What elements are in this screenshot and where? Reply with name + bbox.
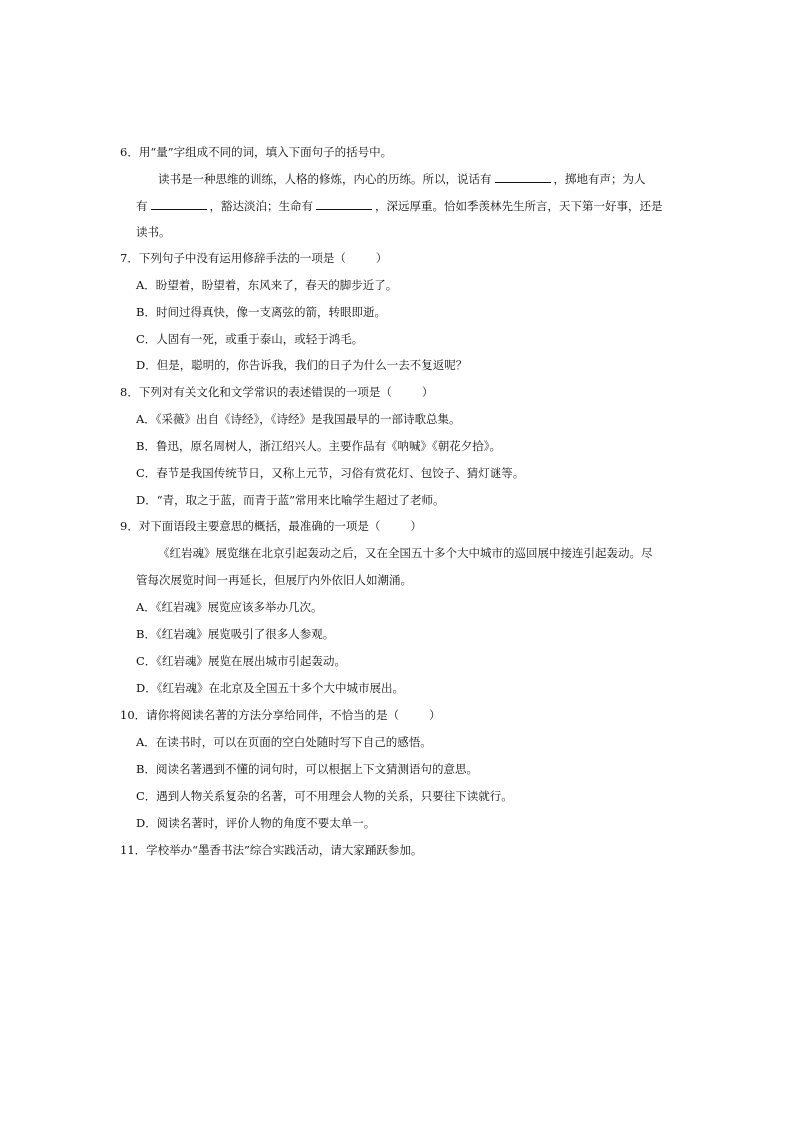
question-11-stem: 11．学校举办“墨香书法”综合实践活动，请大家踊跃参加。 — [120, 843, 423, 857]
question-7-option-c: C．人固有一死，或重于泰山，或轻于鸿毛。 — [136, 332, 364, 346]
question-8-option-b: B．鲁迅，原名周树人，浙江绍兴人。主要作品有《呐喊》《朝花夕拾》。 — [136, 439, 501, 453]
q6-text-2b: ，豁达淡泊；生命有 — [209, 199, 313, 213]
q6-blank-1 — [495, 172, 551, 183]
question-9-option-b: B．《红岩魂》展览吸引了很多人参观。 — [136, 627, 335, 641]
question-10-option-d: D．阅读名著时，评价人物的角度不要太单一。 — [136, 816, 376, 830]
question-6-passage-line-3: 读书。 — [136, 225, 171, 239]
q10-stem-close: ） — [429, 708, 441, 722]
question-8-option-d: D．“青，取之于蓝，而青于蓝”常用来比喻学生超过了老师。 — [136, 493, 445, 507]
question-8-stem — [120, 384, 433, 400]
q6-text-1a: 读书是一种思维的训练，人格的修炼，内心的历练。所以，说话有 — [158, 172, 492, 186]
question-9-option-c: C．《红岩魂》展览在展出城市引起轰动。 — [136, 654, 347, 668]
question-7-option-d: D．但是，聪明的，你告诉我，我们的日子为什么一去不复返呢？ — [136, 358, 468, 372]
question-6-stem: 6．用“量”字组成不同的词，填入下面句子的括号中。 — [120, 145, 393, 159]
question-6-passage-line-1 — [158, 171, 646, 187]
q8-stem-text: 8．下列对有关文化和文学常识的表述错误的一项是（ — [120, 385, 392, 399]
question-7-stem — [120, 250, 387, 266]
q6-text-2c: ，深远厚重。恰如季羡林先生所言，天下第一好事，还是 — [375, 199, 663, 213]
q7-stem-close: ） — [375, 251, 388, 265]
q9-stem-text: 9．对下面语段主要意思的概括，最准确的一项是（ — [120, 519, 381, 533]
question-8-option-c: C．春节是我国传统节日，又称上元节，习俗有赏花灯、包饺子、猜灯谜等。 — [136, 466, 525, 480]
question-9-passage-line-2: 管每次展览时间一再延长，但展厅内外依旧人如潮涌。 — [136, 573, 412, 587]
q9-stem-close: ） — [410, 519, 422, 533]
question-7-option-a: A．盼望着，盼望着，东风来了，春天的脚步近了。 — [136, 278, 398, 292]
q6-blank-3 — [316, 199, 372, 210]
q7-stem-text: 7．下列句子中没有运用修辞手法的一项是（ — [120, 251, 346, 265]
q6-text-1b: ，掷地有声；为人 — [553, 172, 646, 186]
q6-text-2a: 有 — [136, 199, 148, 213]
q8-stem-close: ） — [421, 385, 434, 399]
q6-blank-2 — [151, 199, 207, 210]
question-9-option-a: A．《红岩魂》展览应该多举办几次。 — [136, 600, 323, 614]
question-9-passage-line-1: 《红岩魂》展览继在北京引起轰动之后，又在全国五十多个大中城市的巡回展中接连引起轰动。尽 — [158, 546, 653, 560]
question-10-option-a: A．在读书时，可以在页面的空白处随时写下自己的感悟。 — [136, 735, 432, 749]
question-10-option-c: C．遇到人物关系复杂的名著，可不用理会人物的关系，只要往下读就行。 — [136, 789, 513, 803]
question-9-stem — [120, 518, 422, 534]
question-6-passage-line-2 — [136, 198, 663, 214]
q10-stem-text: 10．请你将阅读名著的方法分享给同伴，不恰当的是（ — [120, 708, 400, 722]
question-10-option-b: B．阅读名著遇到不懂的词句时，可以根据上下文猜测语句的意思。 — [136, 762, 478, 776]
question-8-option-a: A．《采薇》出自《诗经》，《诗经》是我国最早的一部诗歌总集。 — [136, 412, 461, 426]
question-7-option-b: B．时间过得真快，像一支离弦的箭，转眼即逝。 — [136, 305, 386, 319]
question-10-stem — [120, 707, 441, 723]
question-9-option-d: D．《红岩魂》在北京及全国五十多个大中城市展出。 — [136, 681, 404, 695]
